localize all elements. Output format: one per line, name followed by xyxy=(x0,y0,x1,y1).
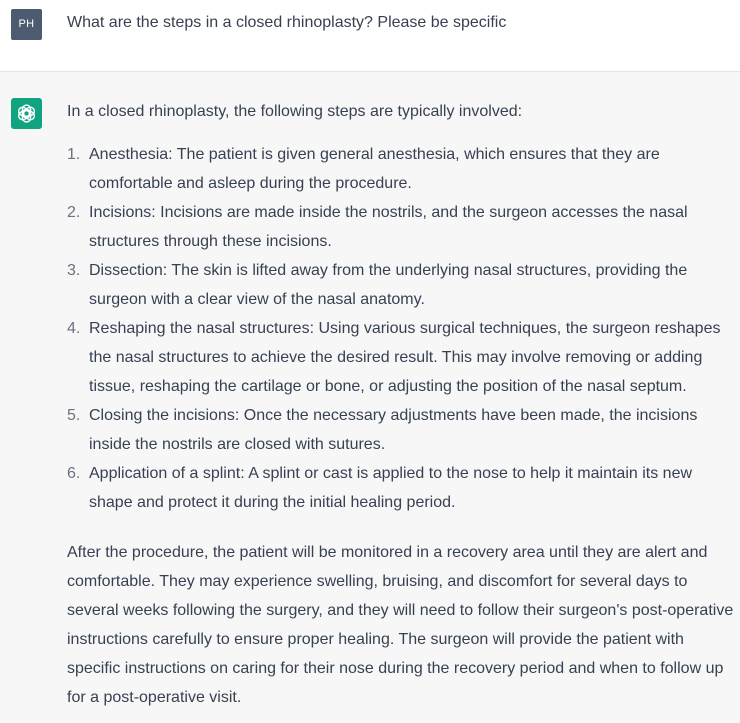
openai-logo-icon xyxy=(15,102,38,125)
list-item-number: 1. xyxy=(67,146,81,163)
assistant-message-content xyxy=(67,101,735,712)
list-item-text: Closing the incisions: Once the necessary adjustments have been made, the incisions inside the nostrils are closed with sutures. xyxy=(89,407,698,453)
list-item-number: 5. xyxy=(67,407,81,424)
list-item xyxy=(67,140,735,198)
list-item-text: Anesthesia: The patient is given general anesthesia, which ensures that they are comfortable and asleep during the procedure. xyxy=(89,146,660,192)
list-item xyxy=(67,401,735,459)
list-item-number: 4. xyxy=(67,320,81,337)
list-item-text: Reshaping the nasal structures: Using various surgical techniques, the surgeon reshapes the nasal structures to achieve the desired result. This may involve removing or adding tissue, reshaping the cartilage or bone, or adjusting the position of the nasal septum. xyxy=(89,320,721,395)
user-message-text: What are the steps in a closed rhinoplasty? Please be specific xyxy=(67,14,507,31)
list-item-text: Incisions: Incisions are made inside the nostrils, and the surgeon accesses the nasal structures through these incisions. xyxy=(89,204,688,250)
user-message-row xyxy=(0,0,740,72)
list-item xyxy=(67,198,735,256)
list-item xyxy=(67,314,735,401)
list-item xyxy=(67,256,735,314)
outro-paragraph: After the procedure, the patient will be monitored in a recovery area until they are alert and comfortable. They may experience swelling, bruising, and discomfort for several days to several weeks following the surgery, and they will need to follow their surgeon's post-operative instructions carefully to ensure proper healing. The surgeon will provide the patient with specific instructions on caring for their nose during the recovery period and when to follow up for a post-operative visit. xyxy=(67,544,734,706)
intro-paragraph: In a closed rhinoplasty, the following steps are typically involved: xyxy=(67,103,523,120)
assistant-avatar xyxy=(11,98,42,129)
steps-list xyxy=(67,140,735,517)
user-avatar: PH xyxy=(11,9,42,40)
list-item-text: Application of a splint: A splint or cast is applied to the nose to help it maintain its new shape and protect it during the initial healing period. xyxy=(89,465,693,511)
list-item-number: 6. xyxy=(67,465,81,482)
list-item-number: 3. xyxy=(67,262,81,279)
list-item-text: Dissection: The skin is lifted away from the underlying nasal structures, providing the surgeon with a clear view of the nasal anatomy. xyxy=(89,262,688,308)
assistant-message-row xyxy=(0,72,740,723)
list-item xyxy=(67,459,735,517)
list-item-number: 2. xyxy=(67,204,81,221)
